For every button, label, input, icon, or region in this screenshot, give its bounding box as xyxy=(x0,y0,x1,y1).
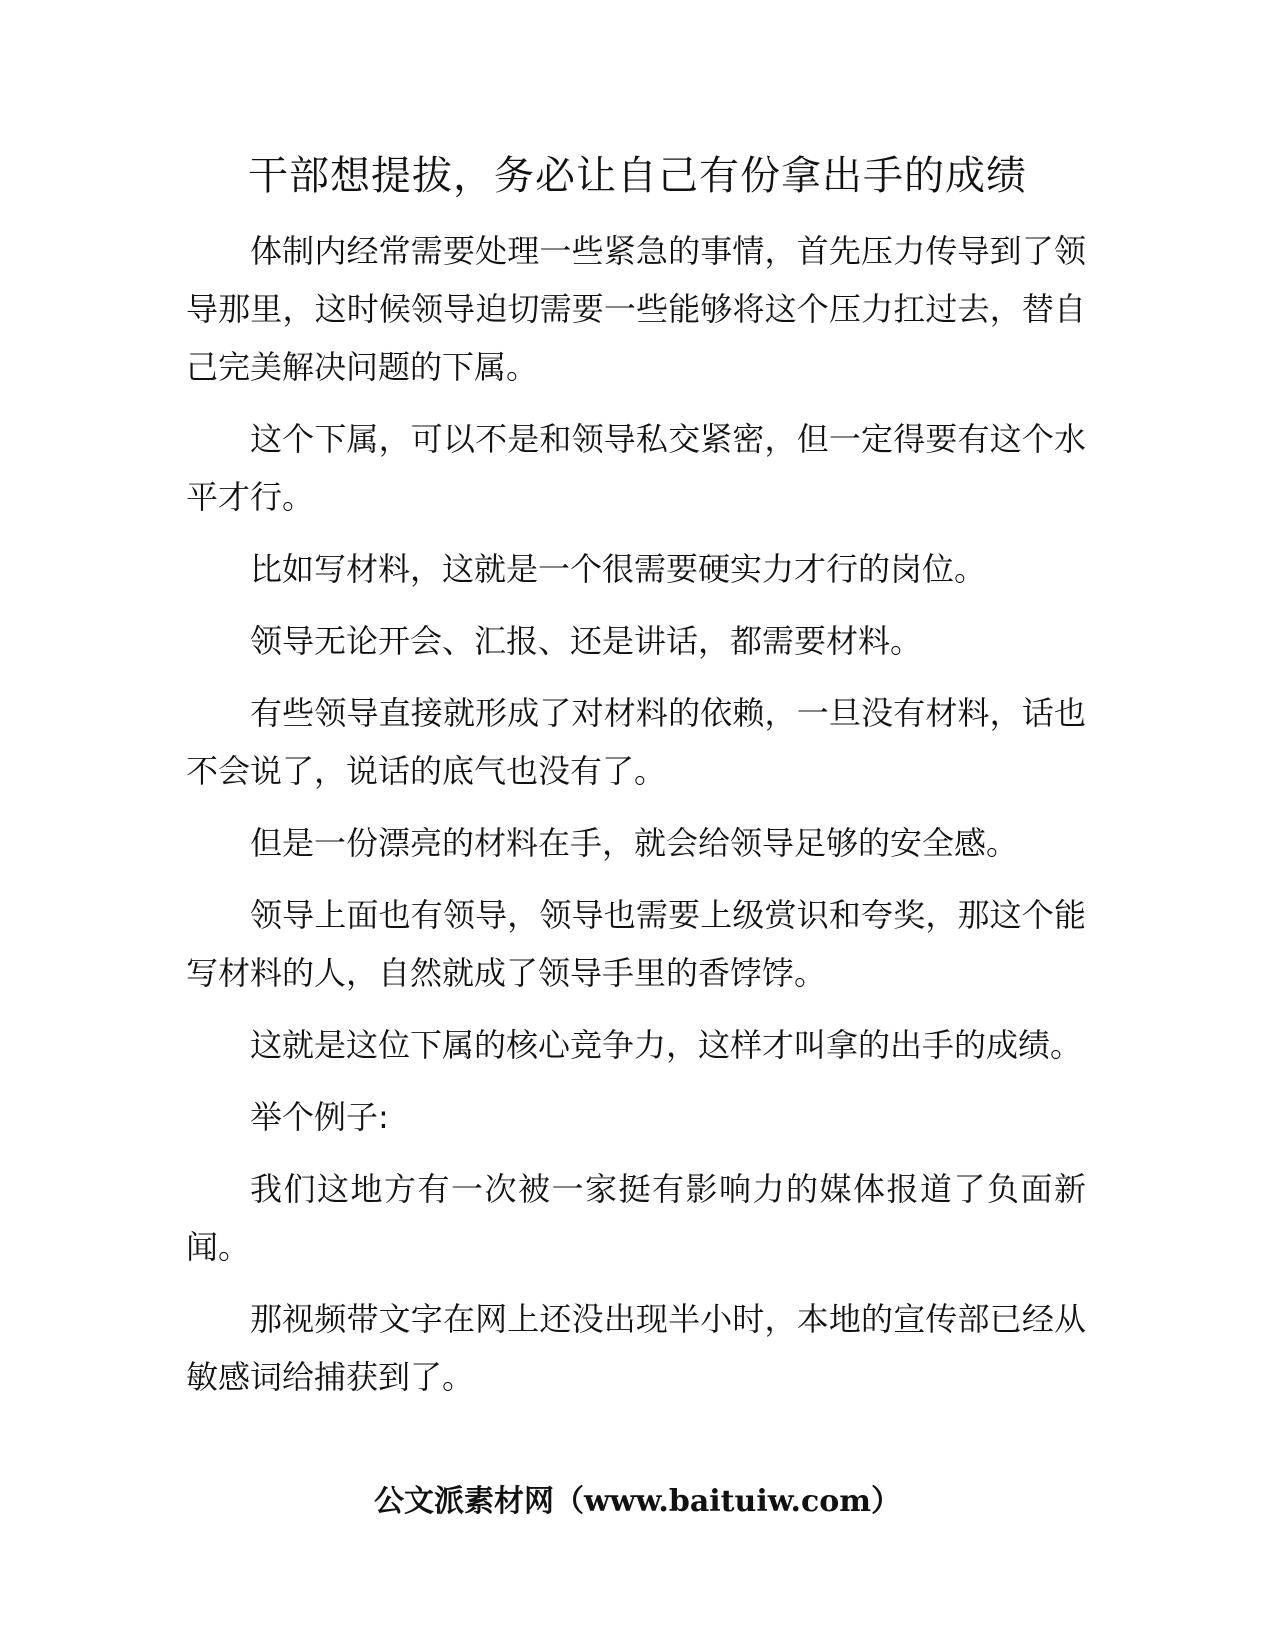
paragraph-6: 但是一份漂亮的材料在手，就会给领导足够的安全感。 xyxy=(250,824,1019,862)
paragraph-3: 比如写材料，这就是一个很需要硬实力才行的岗位。 xyxy=(250,550,987,588)
paragraph-11: 那视频带文字在网上还没出现半小时，本地的宣传部已经从敏感词给捕获到了。 xyxy=(186,1300,1086,1396)
paragraph-10: 我们这地方有一次被一家挺有影响力的媒体报道了负面新闻。 xyxy=(186,1170,1086,1266)
paragraph-4: 领导无论开会、汇报、还是讲话，都需要材料。 xyxy=(250,622,923,660)
document-title: 干部想提拔，务必让自己有份拿出手的成绩 xyxy=(248,153,1027,199)
paragraph-8: 这就是这位下属的核心竞争力，这样才叫拿的出手的成绩。 xyxy=(250,1026,1083,1064)
footer-source: 公文派素材网（www.baituiw.com） xyxy=(373,1484,902,1519)
paragraph-1: 体制内经常需要处理一些紧急的事情，首先压力传导到了领导那里，这时候领导迫切需要一些能够将这个压力扛过去，替自己完美解决问题的下属。 xyxy=(186,232,1086,386)
paragraph-7: 领导上面也有领导，领导也需要上级赏识和夸奖，那这个能写材料的人，自然就成了领导手里的香饽饽。 xyxy=(186,896,1086,992)
paragraph-9: 举个例子: xyxy=(250,1098,389,1136)
document-body xyxy=(186,222,1086,1420)
paragraph-2: 这个下属，可以不是和领导私交紧密，但一定得要有这个水平才行。 xyxy=(186,420,1086,516)
paragraph-5: 有些领导直接就形成了对材料的依赖，一旦没有材料，话也不会说了，说话的底气也没有了。 xyxy=(186,694,1086,790)
